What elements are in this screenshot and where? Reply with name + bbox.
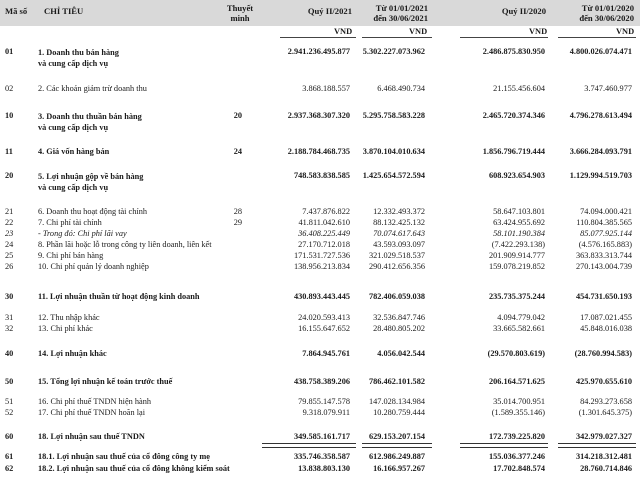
value-q2-2021: 2.941.236.495.877 [287,47,350,56]
row-label: 11. Lợi nhuận thuần từ hoạt động kinh doanh [38,292,200,301]
value-q2-2020: 172.739.225.820 [488,432,545,441]
header-col4 [560,3,634,23]
row-label: 17. Chi phí thuế TNDN hoãn lại [38,408,146,417]
header-col4-line1: Từ 01/01/2020 [581,3,634,13]
double-underline-3 [460,443,548,448]
value-q2-2020: 1.856.796.719.444 [482,147,545,156]
value-q2-2021: 41.811.042.610 [298,218,350,227]
row-note: 28 [233,207,242,216]
unit-col3: VND [529,27,548,36]
value-h1-2021: 6.468.490.734 [377,84,425,93]
value-h1-2021: 12.332.493.372 [373,207,425,216]
unit-underline-3 [460,37,548,38]
row-label [38,47,238,69]
row-code: 62 [5,464,14,473]
row-note: 20 [233,111,242,120]
double-underline-1 [262,443,356,448]
row-code: 30 [5,292,14,301]
unit-col1: VND [334,27,353,36]
header-note-line2: minh [230,13,250,23]
row-label-line2: và cung cấp dịch vụ [38,123,109,132]
row-code: 26 [5,262,14,271]
header-item: CHỈ TIÊU [44,6,84,16]
value-q2-2020: 35.014.700.951 [493,397,545,406]
value-q2-2020: 58.647.103.801 [493,207,545,216]
row-label: 18.2. Lợi nhuận sau thuế của cổ đông không kiểm soát [38,464,230,473]
value-h1-2020: 4.800.026.074.471 [569,47,632,56]
row-label-line1: 5. Lợi nhuận gộp về bán hàng [38,172,144,181]
row-code: 22 [5,218,14,227]
row-label: 12. Thu nhập khác [38,313,100,322]
row-label-line1: 1. Doanh thu bán hàng [38,48,119,57]
row-code: 24 [5,240,14,249]
value-q2-2020: 159.078.219.852 [488,262,545,271]
row-code: 25 [5,251,14,260]
value-h1-2020: 314.218.312.481 [575,452,632,461]
value-q2-2021: 7.864.945.761 [302,349,350,358]
header-col3: Quý II/2020 [501,6,546,16]
row-label: 8. Phần lãi hoặc lỗ trong công ty liên doanh, liên kết [38,240,212,249]
value-q2-2021: 349.585.161.717 [293,432,350,441]
row-label: 7. Chi phí tài chính [38,218,102,227]
value-q2-2021: 2.188.784.468.735 [287,147,350,156]
row-code: 20 [5,171,14,180]
row-label: 10. Chi phí quản lý doanh nghiệp [38,262,149,271]
value-q2-2020: 201.909.914.777 [488,251,545,260]
value-q2-2021: 3.868.188.557 [302,84,350,93]
header-col4-line2: đến 30/06/2020 [579,13,634,23]
row-code: 61 [5,452,14,461]
value-q2-2020: (7.422.293.138) [491,240,545,249]
value-q2-2021: 748.583.838.585 [293,171,350,180]
value-h1-2020: 74.094.000.421 [580,207,632,216]
header-col2-line2: đến 30/06/2021 [373,13,428,23]
value-h1-2020: 454.731.650.193 [575,292,632,301]
value-q2-2020: 2.465.720.374.346 [482,111,545,120]
value-h1-2021: 290.412.656.356 [368,262,425,271]
value-h1-2021: 3.870.104.010.634 [362,147,425,156]
value-h1-2020: (4.576.165.883) [578,240,632,249]
row-label-line2: và cung cấp dịch vụ [38,183,109,192]
row-code: 11 [5,147,13,156]
value-q2-2020: 206.164.571.625 [488,377,545,386]
value-h1-2021: 88.132.425.132 [373,218,425,227]
row-label: 4. Giá vốn hàng bán [38,147,110,156]
value-q2-2021: 2.937.368.307.320 [287,111,350,120]
value-h1-2020: 425.970.655.610 [575,377,632,386]
row-note: 24 [233,147,242,156]
value-h1-2021: 28.480.805.202 [373,324,425,333]
unit-col2: VND [409,27,428,36]
value-q2-2020: 4.094.779.042 [497,313,545,322]
row-code: 51 [5,397,14,406]
value-q2-2021: 24.020.593.413 [298,313,350,322]
value-h1-2020: 4.796.278.613.494 [569,111,632,120]
value-h1-2021: 612.986.249.887 [368,452,425,461]
row-code: 52 [5,408,14,417]
value-q2-2020: 21.155.456.604 [493,84,545,93]
value-q2-2020: 2.486.875.830.950 [482,47,545,56]
row-label: 9. Chi phí bán hàng [38,251,104,260]
value-q2-2021: 36.408.225.449 [298,229,350,238]
row-code: 01 [5,47,14,56]
row-label-line1: 3. Doanh thu thuần bán hàng [38,112,142,121]
value-h1-2020: 1.129.994.519.703 [569,171,632,180]
value-h1-2020: 17.087.021.455 [580,313,632,322]
header-col1: Quý II/2021 [307,6,352,16]
value-q2-2020: 235.735.375.244 [488,292,545,301]
row-label [38,111,238,133]
value-q2-2021: 13.838.803.130 [298,464,350,473]
header-col2-line1: Từ 01/01/2021 [375,3,428,13]
value-q2-2021: 335.746.358.587 [293,452,350,461]
row-note: 29 [233,218,242,227]
unit-col4: VND [616,27,635,36]
table-header [0,0,640,40]
value-h1-2021: 4.056.042.544 [377,349,425,358]
value-h1-2020: 28.760.714.846 [580,464,632,473]
unit-underline-4 [558,37,636,38]
row-code: 21 [5,207,14,216]
value-h1-2021: 5.302.227.073.962 [362,47,425,56]
value-q2-2021: 171.531.727.536 [293,251,350,260]
value-h1-2020: 110.804.385.565 [576,218,632,227]
value-q2-2020: (1.589.355.146) [491,408,545,417]
double-underline-2 [362,443,432,448]
value-h1-2021: 10.280.759.444 [373,408,425,417]
value-q2-2020: (29.570.803.619) [487,349,545,358]
value-q2-2021: 138.956.213.834 [293,262,350,271]
value-h1-2020: 363.833.313.744 [575,251,632,260]
value-q2-2020: 17.702.848.574 [493,464,545,473]
row-label: - Trong đó: Chi phí lãi vay [38,229,127,238]
value-h1-2021: 786.462.101.582 [368,377,425,386]
value-h1-2021: 16.166.957.267 [373,464,425,473]
value-h1-2020: 270.143.004.739 [575,262,632,271]
row-label: 15. Tổng lợi nhuận kế toán trước thuế [38,377,173,386]
value-q2-2021: 7.437.876.822 [302,207,350,216]
value-h1-2020: 342.979.027.327 [575,432,632,441]
value-h1-2020: 45.848.016.038 [580,324,632,333]
unit-underline-2 [362,37,432,38]
row-label: 16. Chi phí thuế TNDN hiện hành [38,397,151,406]
header-note [222,3,258,23]
value-q2-2020: 63.424.955.692 [493,218,545,227]
row-code: 32 [5,324,14,333]
row-code: 40 [5,349,14,358]
value-q2-2021: 27.170.712.018 [298,240,350,249]
value-h1-2021: 5.295.758.583.228 [362,111,425,120]
value-h1-2020: 3.747.460.977 [584,84,632,93]
row-label: 18.1. Lợi nhuận sau thuế của cổ đông công ty mẹ [38,452,210,461]
row-label: 2. Các khoản giảm trừ doanh thu [38,84,147,93]
value-h1-2020: (1.301.645.375) [578,408,632,417]
row-label: 14. Lợi nhuận khác [38,349,107,358]
value-h1-2021: 43.593.093.097 [373,240,425,249]
value-q2-2020: 33.665.582.661 [493,324,545,333]
value-q2-2021: 430.893.443.445 [293,292,350,301]
value-h1-2021: 147.028.134.984 [368,397,425,406]
value-q2-2020: 155.036.377.246 [488,452,545,461]
value-h1-2020: 3.666.284.093.791 [569,147,632,156]
value-q2-2021: 79.855.147.578 [298,397,350,406]
row-code: 31 [5,313,14,322]
double-underline-4 [558,443,636,448]
value-q2-2021: 9.318.079.911 [302,408,350,417]
unit-underline-1 [280,37,356,38]
value-h1-2021: 32.536.847.746 [373,313,425,322]
row-code: 60 [5,432,14,441]
row-label: 6. Doanh thu hoạt động tài chính [38,207,147,216]
row-label: 13. Chi phí khác [38,324,93,333]
value-h1-2021: 70.074.617.643 [373,229,425,238]
value-q2-2021: 438.758.389.206 [293,377,350,386]
header-col2 [360,3,428,23]
header-note-line1: Thuyết [226,3,254,13]
row-label-line2: và cung cấp dịch vụ [38,59,109,68]
row-label [38,171,238,193]
row-code: 10 [5,111,14,120]
header-code: Mã số [5,6,28,16]
value-h1-2021: 1.425.654.572.594 [362,171,425,180]
row-label: 18. Lợi nhuận sau thuế TNDN [38,432,145,441]
value-h1-2020: 85.077.925.144 [580,229,632,238]
value-h1-2021: 782.406.059.038 [368,292,425,301]
value-q2-2020: 58.101.190.384 [493,229,545,238]
value-h1-2020: (28.760.994.583) [574,349,632,358]
row-code: 50 [5,377,14,386]
value-h1-2021: 629.153.207.154 [368,432,425,441]
value-q2-2021: 16.155.647.652 [298,324,350,333]
value-h1-2020: 84.293.273.658 [580,397,632,406]
value-h1-2021: 321.029.518.537 [368,251,425,260]
row-code: 02 [5,84,14,93]
value-q2-2020: 608.923.654.903 [488,171,545,180]
row-code: 23 [5,229,14,238]
